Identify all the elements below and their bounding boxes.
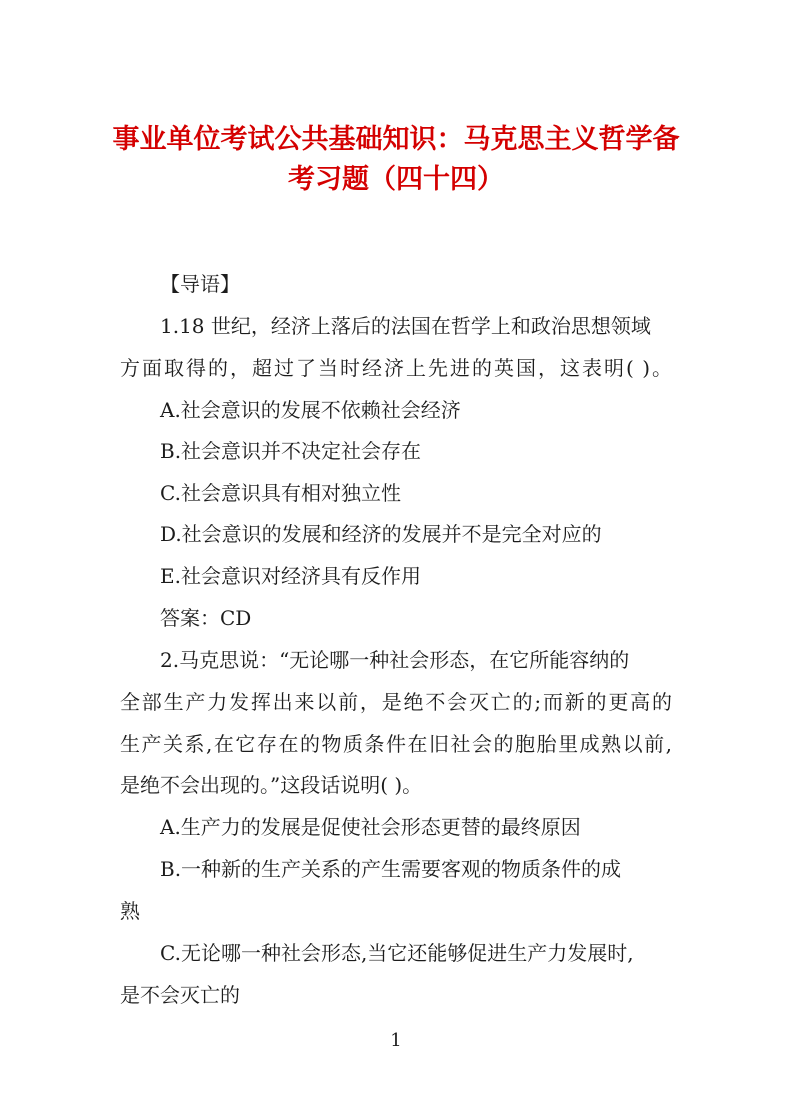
question-1-stem-line-1: 1.18 世纪，经济上落后的法国在哲学上和政治思想领域 xyxy=(160,314,651,338)
page-number: 1 xyxy=(390,1030,402,1051)
question-2-option-c-line-2: 是不会灭亡的 xyxy=(120,983,240,1007)
question-2-stem-line-3: 生产关系,在它存在的物质条件在旧社会的胞胎里成熟以前, xyxy=(120,732,672,756)
question-1-option-c: C.社会意识具有相对独立性 xyxy=(160,481,401,505)
question-2-option-b-line-2: 熟 xyxy=(120,899,140,923)
question-1-option-e: E.社会意识对经济具有反作用 xyxy=(160,564,421,588)
document-title-line-2: 考习题（四十四） xyxy=(288,164,504,195)
question-1-option-d: D.社会意识的发展和经济的发展并不是完全对应的 xyxy=(160,522,602,546)
question-1-answer: 答案：CD xyxy=(160,606,252,630)
guide-heading: 【导语】 xyxy=(160,272,240,296)
question-1-option-a: A.社会意识的发展不依赖社会经济 xyxy=(160,398,461,422)
question-1-stem-line-2: 方面取得的，超过了当时经济上先进的英国，这表明( )。 xyxy=(120,356,672,380)
question-2-stem-line-4: 是绝不会出现的。”这段话说明( )。 xyxy=(120,773,423,797)
question-2-option-a: A.生产力的发展是促使社会形态更替的最终原因 xyxy=(160,815,581,839)
question-2-option-b-line-1: B.一种新的生产关系的产生需要客观的物质条件的成 xyxy=(160,857,622,881)
question-2-stem-line-1: 2.马克思说：“无论哪一种社会形态，在它所能容纳的 xyxy=(160,648,630,672)
document-title-line-1: 事业单位考试公共基础知识：马克思主义哲学备 xyxy=(112,124,680,155)
question-2-stem-line-2: 全部生产力发挥出来以前，是绝不会灭亡的;而新的更高的 xyxy=(120,690,672,714)
question-1-option-b: B.社会意识并不决定社会存在 xyxy=(160,439,422,463)
question-2-option-c-line-1: C.无论哪一种社会形态,当它还能够促进生产力发展时, xyxy=(160,941,634,965)
